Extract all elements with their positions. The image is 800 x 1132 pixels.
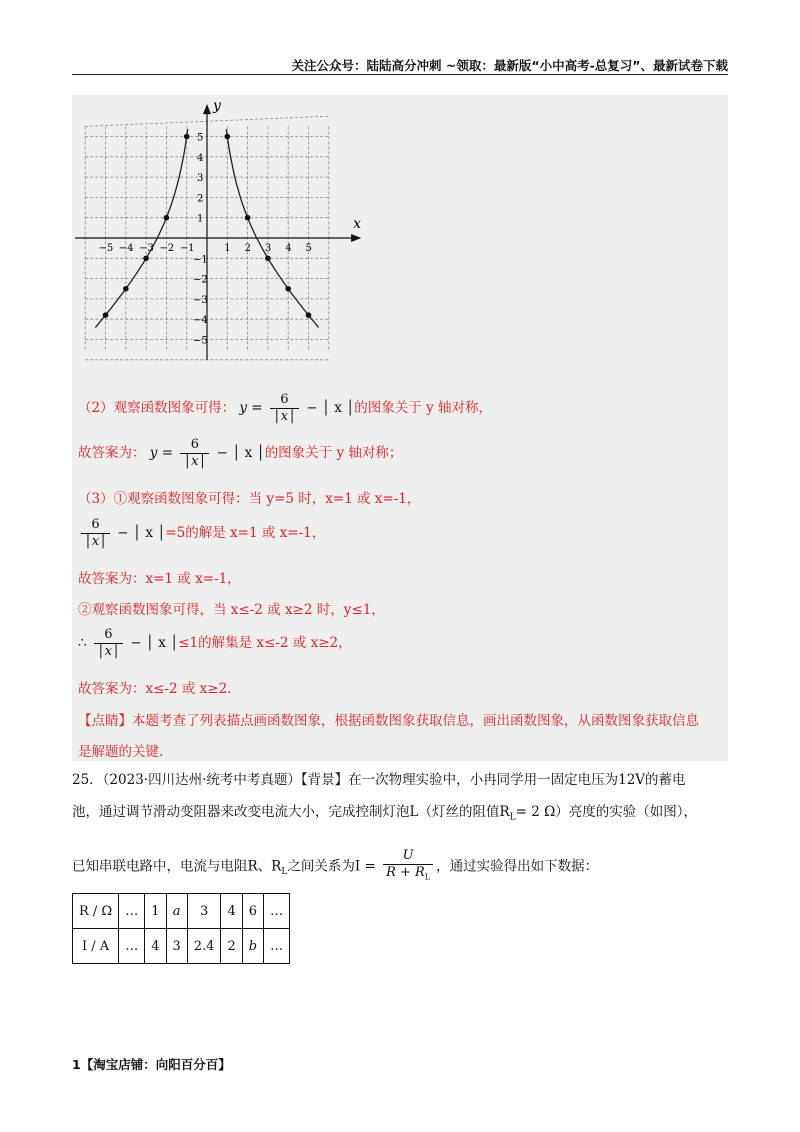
y-tick-label: 4 [197, 152, 204, 164]
y-tick-label: −5 [193, 335, 208, 347]
solution-line-1: （2）观察函数图象可得： y = $\frac{6}{│x│}$ − │ x │的图象关于 y 轴对称， [78, 392, 492, 424]
question-line-3: 已知串联电路中，电流与电阻R、$R_L$之间关系为I = $\frac{U}{R + R_L}$ ，通过实验得出如下数据： [72, 848, 728, 887]
table-row [73, 894, 290, 929]
question-line-2: 池，通过调节滑动变阻器来改变电流大小，完成控制灯泡L（灯丝的阻值$R_L= 2$ Ω）亮度的实验（如图）， [72, 804, 698, 823]
table-cell: 3 [166, 929, 187, 964]
data-point [245, 215, 251, 221]
solution-line-3: （3）①观察函数图象可得：当 y=5 时，x=1 或 x=-1， [78, 491, 421, 507]
data-point [265, 256, 271, 262]
table-cell: 4 [145, 929, 166, 964]
x-tick-label: 5 [305, 243, 312, 254]
y-tick-label: 5 [197, 132, 204, 144]
table-cell: 4 [221, 894, 242, 929]
solution-line-8: 故答案为：x≤-2 或 x≥2. [78, 681, 232, 697]
y-tick-label: −3 [193, 294, 208, 306]
x-tick-label: 2 [244, 243, 251, 254]
table-cell: … [119, 929, 145, 964]
table-cell: … [119, 894, 145, 929]
curve-right [226, 129, 318, 327]
table-cell: 1 [145, 894, 166, 929]
data-point [184, 134, 190, 140]
y-tick-label: 2 [197, 193, 204, 205]
y-tick-label: 1 [197, 213, 204, 225]
table-cell: … [264, 894, 290, 929]
x-tick-label: −2 [159, 243, 175, 254]
x-tick-label: −1 [179, 243, 195, 254]
page-footer: 1【淘宝店铺：向阳百分百】 [72, 1057, 231, 1072]
table-cell: 2 [221, 929, 242, 964]
table-cell: 2.4 [187, 929, 221, 964]
y-tick-label: 3 [197, 173, 204, 185]
table-cell: a [166, 894, 187, 929]
y-tick-label: −4 [193, 315, 208, 327]
y-axis-label: y [213, 98, 221, 115]
current-formula: $\frac{U}{R + R_L}$ [383, 848, 433, 886]
question-line-1: 25．（2023·四川达州·统考中考真题）【背景】在一次物理实验中，小冉同学用一固定电压为12V的蓄电 [72, 772, 686, 788]
data-point [164, 215, 170, 221]
function-graph [82, 98, 362, 365]
table-cell: 3 [187, 894, 221, 929]
solution-line-4: $\frac{6}{│x│}$ − │ x │=5的解是 x=1 或 x=-1， [78, 517, 325, 550]
data-point [285, 286, 291, 292]
solution-line-10: 是解题的关键. [78, 744, 164, 760]
table-cell: I / A [73, 929, 119, 964]
page-header [72, 50, 728, 75]
y-axis-arrow [203, 104, 211, 114]
table-cell: 6 [242, 894, 263, 929]
table-cell: b [242, 929, 263, 964]
x-axis-arrow [351, 234, 361, 242]
curve-left [95, 129, 187, 327]
table-row [73, 929, 290, 964]
data-point [225, 134, 231, 140]
solution-line-7: ∴ $\frac{6}{│x│}$ − │ x │≤1的解集是 x≤-2 或 x≥2， [78, 627, 352, 659]
data-point [123, 286, 129, 292]
table-cell: R / Ω [73, 894, 119, 929]
data-point [103, 312, 109, 318]
data-point [306, 312, 312, 318]
x-tick-label: −5 [98, 243, 114, 254]
solution-block [72, 95, 728, 761]
data-table [72, 893, 290, 964]
y-tick-label: −1 [193, 254, 208, 266]
solution-line-5: 故答案为：x=1 或 x=-1， [78, 571, 241, 587]
x-tick-label: −4 [118, 243, 134, 254]
solution-line-9: 【点睛】本题考查了列表描点画函数图象，根据函数图象获取信息，画出函数图象，从函数图象获取信息 [78, 713, 699, 729]
x-tick-label: 3 [264, 243, 272, 254]
x-tick-label: 4 [285, 243, 292, 254]
x-tick-label: −3 [139, 243, 154, 254]
x-tick-label: 1 [224, 243, 231, 254]
solution-line-6: ②观察函数图象可得，当 x≤-2 或 x≥2 时，y≤1， [78, 602, 385, 618]
x-axis-label: x [353, 216, 362, 232]
header-text: 关注公众号：陆陆高分冲刺 ~领取：最新版“小中高考-总复习”、最新试卷下载 [291, 58, 728, 73]
table-cell: … [264, 929, 290, 964]
data-point [143, 256, 149, 262]
y-tick-label: −2 [193, 274, 208, 286]
solution-line-2: 故答案为： y = $\frac{6}{│x│}$ − │ x │的图象关于 y 轴对称； [78, 437, 403, 469]
